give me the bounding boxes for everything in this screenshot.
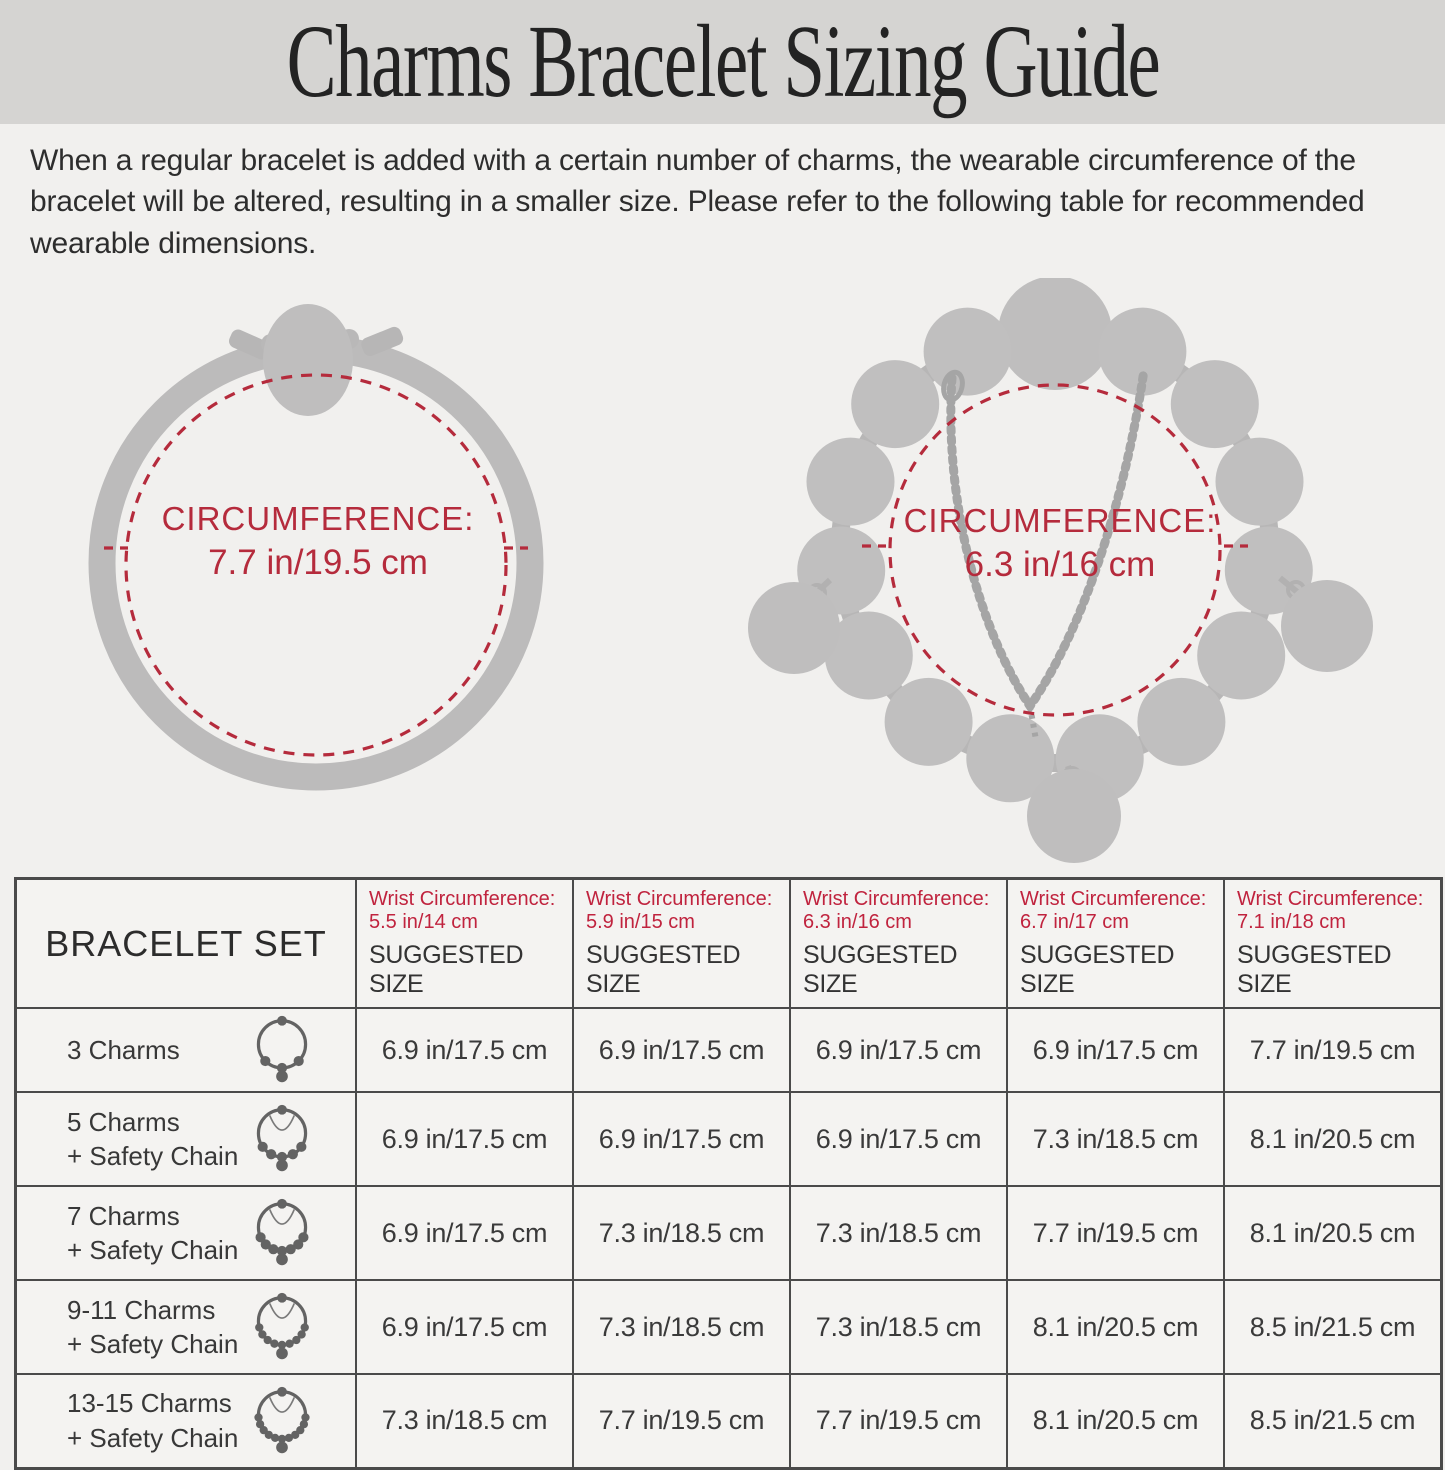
bracelet-set-cell [16,1092,357,1186]
suggested-size-value: 6.9 in/17.5 cm [790,1092,1007,1186]
bracelet-set-cell [16,1374,357,1468]
charm-bracelet-figure [748,278,1373,863]
circumference-value: 7.7 in/19.5 cm [208,543,428,582]
circumference-label: CIRCUMFERENCE: [903,502,1217,539]
charm-bead [1216,438,1304,526]
circumference-label: CIRCUMFERENCE: [161,500,475,537]
suggested-size-label: SUGGESTED SIZE [803,941,958,998]
bracelet-set-icon [249,1289,315,1365]
suggested-size-value: 6.9 in/17.5 cm [356,1280,573,1374]
bracelet-set-cell [16,1280,357,1374]
sizing-table [14,877,1443,1470]
suggested-size-value: 8.1 in/20.5 cm [1007,1280,1224,1374]
table-row [16,1374,1442,1468]
intro-paragraph: When a regular bracelet is added with a certain number of charms, the wearable circumference of the bracelet will be altered, resulting in a smaller size. Please refer to the following table for recommended wearable dimensions. [30,144,1365,260]
table-row [16,1008,1442,1092]
suggested-size-value: 6.9 in/17.5 cm [573,1092,790,1186]
wrist-label: Wrist Circumference: [1020,888,1207,910]
circumference-value: 6.3 in/16 cm [964,545,1156,584]
suggested-size-value: 6.9 in/17.5 cm [356,1092,573,1186]
suggested-size-value: 7.7 in/19.5 cm [1007,1186,1224,1280]
charm-bead [1171,360,1259,448]
charm-bead [885,678,973,766]
suggested-size-value: 8.1 in/20.5 cm [1224,1092,1442,1186]
charm-bead [807,438,895,526]
row-label: 13-15 Charms + Safety Chain [67,1388,239,1453]
suggested-size-label: SUGGESTED SIZE [1020,941,1175,998]
suggested-size-value: 8.1 in/20.5 cm [1007,1374,1224,1468]
dangling-charms [748,578,1373,863]
suggested-size-label: SUGGESTED SIZE [369,941,524,998]
charm-bead [1197,612,1285,700]
suggested-size-value: 6.9 in/17.5 cm [790,1008,1007,1092]
wrist-circumference-header [356,879,573,1009]
charm-bead [851,360,939,448]
row-label: 3 Charms [67,1034,180,1065]
wrist-label: Wrist Circumference: [586,888,773,910]
suggested-size-value: 6.9 in/17.5 cm [356,1008,573,1092]
suggested-size-label: SUGGESTED SIZE [1237,941,1392,998]
charm-bead [998,278,1112,390]
charm-bead [1137,678,1225,766]
wrist-value: 6.7 in/17 cm [1020,911,1129,933]
suggested-size-value: 7.3 in/18.5 cm [1007,1092,1224,1186]
suggested-size-value: 6.9 in/17.5 cm [573,1008,790,1092]
wrist-circumference-header [1224,879,1442,1009]
bracelet-set-icon [249,1012,315,1088]
wrist-circumference-header [573,879,790,1009]
suggested-size-value: 7.7 in/19.5 cm [573,1374,790,1468]
bracelet-set-icon [249,1383,315,1459]
page-title: Charms Bracelet Sizing Guide [286,4,1159,119]
bracelet-illustrations [0,278,1445,875]
row-label: 5 Charms + Safety Chain [67,1106,239,1171]
wrist-value: 5.5 in/14 cm [369,911,478,933]
suggested-size-value: 8.1 in/20.5 cm [1224,1186,1442,1280]
plain-bracelet-figure [102,304,530,777]
suggested-size-value: 8.5 in/21.5 cm [1224,1374,1442,1468]
wrist-label: Wrist Circumference: [369,888,556,910]
charm-bead [924,308,1012,396]
bracelet-set-icon [249,1195,315,1271]
suggested-size-value: 7.3 in/18.5 cm [790,1280,1007,1374]
wrist-label: Wrist Circumference: [1237,888,1424,910]
suggested-size-label: SUGGESTED SIZE [586,941,741,998]
bracelet-set-cell [16,1008,357,1092]
title-banner [0,0,1445,124]
bracelet-set-icon [249,1101,315,1177]
suggested-size-value: 7.7 in/19.5 cm [790,1374,1007,1468]
suggested-size-value: 7.3 in/18.5 cm [573,1186,790,1280]
suggested-size-value: 6.9 in/17.5 cm [356,1186,573,1280]
bracelet-set-cell [16,1186,357,1280]
table-row [16,1280,1442,1374]
wrist-value: 7.1 in/18 cm [1237,911,1346,933]
wrist-label: Wrist Circumference: [803,888,990,910]
table-header-row [16,879,1442,1009]
suggested-size-value: 7.3 in/18.5 cm [573,1280,790,1374]
row-label: 7 Charms + Safety Chain [67,1200,239,1265]
suggested-size-value: 8.5 in/21.5 cm [1224,1280,1442,1374]
row-label: 9-11 Charms + Safety Chain [67,1294,239,1359]
wrist-circumference-header [1007,879,1224,1009]
wrist-value: 5.9 in/15 cm [586,911,695,933]
suggested-size-value: 6.9 in/17.5 cm [1007,1008,1224,1092]
table-row [16,1092,1442,1186]
table-row [16,1186,1442,1280]
bracelet-set-header: BRACELET SET [45,922,327,964]
suggested-size-value: 7.3 in/18.5 cm [356,1374,573,1468]
suggested-size-value: 7.3 in/18.5 cm [790,1186,1007,1280]
clasp-oval [263,304,353,416]
suggested-size-value: 7.7 in/19.5 cm [1224,1008,1442,1092]
charm-beads [797,278,1313,802]
wrist-value: 6.3 in/16 cm [803,911,912,933]
wrist-circumference-header [790,879,1007,1009]
